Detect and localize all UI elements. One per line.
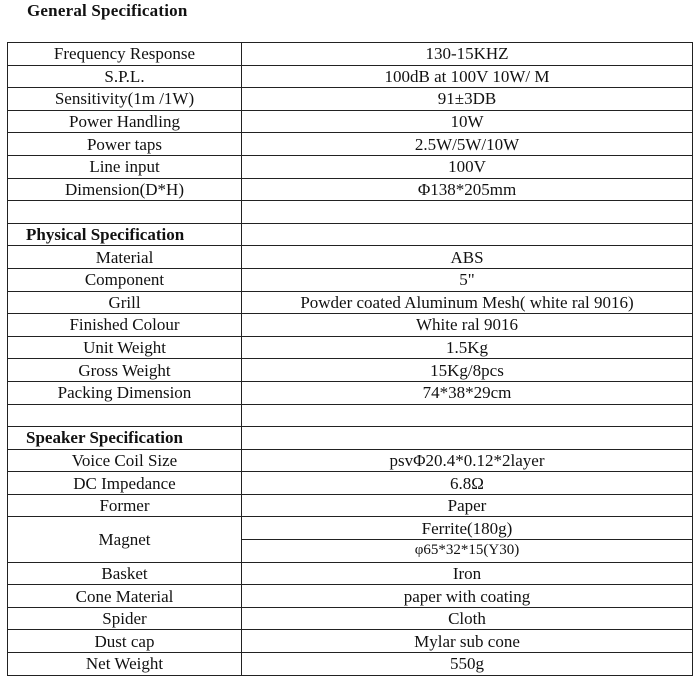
spec-label: DC Impedance	[8, 472, 242, 495]
specification-table	[7, 42, 693, 676]
section-header-row	[8, 427, 693, 450]
spec-label: Voice Coil Size	[8, 449, 242, 472]
spec-value: psvΦ20.4*0.12*2layer	[242, 449, 693, 472]
table-row	[8, 494, 693, 517]
table-row	[8, 336, 693, 359]
spec-label: Sensitivity(1m /1W)	[8, 88, 242, 111]
table-row	[8, 246, 693, 269]
spec-value: 10W	[242, 110, 693, 133]
spec-label: Unit Weight	[8, 336, 242, 359]
spec-label: Gross Weight	[8, 359, 242, 382]
spec-value: 5"	[242, 268, 693, 291]
table-row	[8, 314, 693, 337]
spec-value: paper with coating	[242, 585, 693, 608]
table-row	[8, 517, 693, 540]
table-row	[8, 88, 693, 111]
spec-value: 1.5Kg	[242, 336, 693, 359]
table-row	[8, 653, 693, 676]
spec-value: ABS	[242, 246, 693, 269]
spec-label: Packing Dimension	[8, 381, 242, 404]
spec-value: 130-15KHZ	[242, 43, 693, 66]
table-row	[8, 472, 693, 495]
spec-value: Iron	[242, 562, 693, 585]
table-row	[8, 178, 693, 201]
table-row	[8, 607, 693, 630]
section-heading: Speaker Specification	[8, 427, 242, 450]
spec-label: Frequency Response	[8, 43, 242, 66]
spec-label: Component	[8, 268, 242, 291]
spec-value: White ral 9016	[242, 314, 693, 337]
table-row	[8, 110, 693, 133]
spec-label: Former	[8, 494, 242, 517]
spec-value: 91±3DB	[242, 88, 693, 111]
spec-label: Power taps	[8, 133, 242, 156]
empty-cell	[242, 201, 693, 224]
spec-value: φ65*32*15(Y30)	[242, 540, 693, 563]
spec-value: Powder coated Aluminum Mesh( white ral 9016)	[242, 291, 693, 314]
spec-label: Finished Colour	[8, 314, 242, 337]
table-row	[8, 562, 693, 585]
spacer-row	[8, 404, 693, 427]
section-heading: Physical Specification	[8, 223, 242, 246]
spec-label: Dust cap	[8, 630, 242, 653]
spec-value: Mylar sub cone	[242, 630, 693, 653]
table-row	[8, 359, 693, 382]
spec-value: 15Kg/8pcs	[242, 359, 693, 382]
spec-label: Grill	[8, 291, 242, 314]
table-row	[8, 381, 693, 404]
spec-value: 6.8Ω	[242, 472, 693, 495]
spec-label: Dimension(D*H)	[8, 178, 242, 201]
table-row	[8, 133, 693, 156]
section-header-row	[8, 223, 693, 246]
table-row	[8, 65, 693, 88]
empty-cell	[242, 404, 693, 427]
empty-cell	[242, 223, 693, 246]
table-row	[8, 291, 693, 314]
spec-value: 74*38*29cm	[242, 381, 693, 404]
spec-label: S.P.L.	[8, 65, 242, 88]
spec-label: Magnet	[8, 517, 242, 562]
table-row	[8, 449, 693, 472]
spec-label: Cone Material	[8, 585, 242, 608]
spec-value: 100V	[242, 155, 693, 178]
spec-value: 2.5W/5W/10W	[242, 133, 693, 156]
table-row	[8, 155, 693, 178]
spec-label: Material	[8, 246, 242, 269]
spec-label: Spider	[8, 607, 242, 630]
spacer-row	[8, 201, 693, 224]
spec-value: Φ138*205mm	[242, 178, 693, 201]
empty-cell	[242, 427, 693, 450]
spec-value: Cloth	[242, 607, 693, 630]
spec-label: Basket	[8, 562, 242, 585]
spec-label: Power Handling	[8, 110, 242, 133]
table-row	[8, 43, 693, 66]
spec-value: 550g	[242, 653, 693, 676]
spec-value: Paper	[242, 494, 693, 517]
table-row	[8, 630, 693, 653]
spec-label: Line input	[8, 155, 242, 178]
table-row	[8, 585, 693, 608]
spec-label: Net Weight	[8, 653, 242, 676]
empty-cell	[8, 404, 242, 427]
empty-cell	[8, 201, 242, 224]
spec-value: 100dB at 100V 10W/ M	[242, 65, 693, 88]
spec-value: Ferrite(180g)	[242, 517, 693, 540]
page-title: General Specification	[27, 1, 188, 20]
table-row	[8, 268, 693, 291]
